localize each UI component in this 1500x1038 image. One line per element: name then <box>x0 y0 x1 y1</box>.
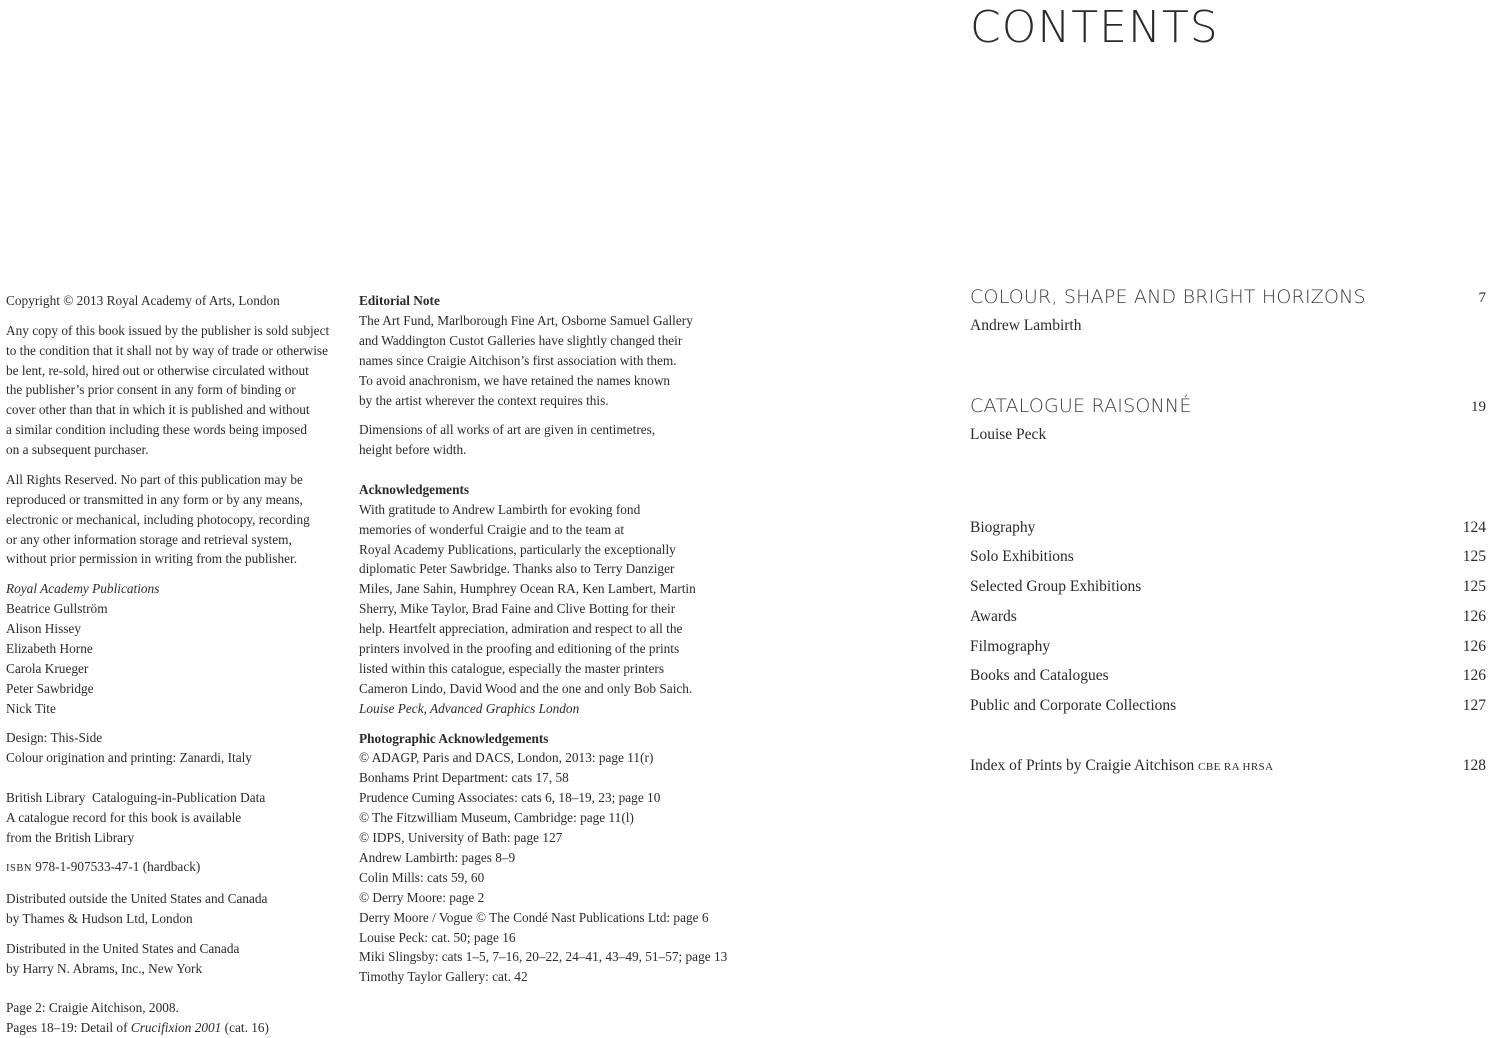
caption-suffix: (cat. 16) <box>221 1020 269 1036</box>
text-line: The Art Fund, Marlborough Fine Art, Osborne Samuel Gallery <box>359 312 693 328</box>
entry-title: Selected Group Exhibitions <box>970 578 1142 595</box>
text-line: without prior permission in writing from the publisher. <box>6 551 298 567</box>
text-line: the publisher’s prior consent in any form of binding or <box>6 382 296 398</box>
section-author: Louise Peck <box>970 426 1047 443</box>
photo-credit: © ADAGP, Paris and DACS, London, 2013: page 11(r) <box>359 750 654 766</box>
entry-title: Public and Corporate Collections <box>970 697 1177 714</box>
page-number: 125 <box>1462 548 1486 565</box>
photo-credit: Derry Moore / Vogue © The Condé Nast Publications Ltd: page 6 <box>359 909 709 925</box>
text-line: a similar condition including these words being imposed <box>6 422 307 438</box>
artwork-title: Crucifixion 2001 <box>130 1020 222 1036</box>
editorial-heading: Editorial Note <box>359 293 440 308</box>
page-number: 7 <box>1478 290 1486 306</box>
imprint-column <box>6 291 346 1038</box>
photo-credits-heading: Photographic Acknowledgements <box>359 730 549 746</box>
text-line: height before width. <box>359 442 467 458</box>
acknowledgements-paragraph <box>359 500 709 719</box>
text-line: Any copy of this book issued by the publisher is sold subject <box>6 322 330 338</box>
entry-title: Solo Exhibitions <box>970 548 1074 565</box>
text-line: cover other than that in which it is published and without <box>6 402 310 418</box>
editorial-paragraph <box>359 311 709 411</box>
staff-name: Peter Sawbridge <box>6 680 94 696</box>
section-title: CATALOGUE RAISONNÉ <box>970 395 1192 417</box>
text-line: Cameron Lindo, David Wood and the one and only Bob Saich. <box>359 680 693 696</box>
text-line: memories of wonderful Craigie and to the team at <box>359 521 625 537</box>
text-line: Dimensions of all works of art are given in centimetres, <box>359 422 656 438</box>
entry-title: Filmography <box>970 638 1051 655</box>
design-credit: Design: This-Side <box>6 730 103 746</box>
photo-credits-list <box>359 748 728 987</box>
contents-title: CONTENTS <box>970 2 1219 53</box>
toc-entry-index-of-prints[interactable] <box>970 757 1486 781</box>
dimensions-paragraph <box>359 420 709 460</box>
page-number: 128 <box>1462 757 1486 774</box>
entry-title: Books and Catalogues <box>970 667 1109 684</box>
photo-credit: © The Fitzwilliam Museum, Cambridge: page 11(l) <box>359 810 634 826</box>
photo-credit: Prudence Cuming Associates: cats 6, 18–19, 23; page 10 <box>359 790 661 806</box>
text-line: With gratitude to Andrew Lambirth for evoking fond <box>359 501 641 517</box>
text-line: reproduced or transmitted in any form or by any means, <box>6 491 303 507</box>
publications-team <box>6 579 346 718</box>
staff-name: Elizabeth Horne <box>6 640 93 656</box>
index-credentials: CBE RA HRSA <box>1198 761 1274 773</box>
entry-title: Awards <box>970 608 1017 625</box>
acknowledgements-heading: Acknowledgements <box>359 481 470 497</box>
text-line: Royal Academy Publications, particularly the exceptionally <box>359 541 676 557</box>
publications-heading: Royal Academy Publications <box>6 581 160 597</box>
text-line: names since Craigie Aitchison’s first association with them. <box>359 352 677 368</box>
toc-entry-collections[interactable] <box>970 697 1486 721</box>
distribution-outside <box>6 889 346 929</box>
text-line: Sherry, Mike Taylor, Brad Faine and Clive Botting for their <box>359 601 676 617</box>
photo-credit: Andrew Lambirth: pages 8–9 <box>359 849 516 865</box>
text-line: All Rights Reserved. No part of this publication may be <box>6 471 303 487</box>
text-line: by Harry N. Abrams, Inc., New York <box>6 960 203 976</box>
staff-name: Carola Krueger <box>6 660 89 676</box>
toc-entry-biography[interactable] <box>970 519 1486 543</box>
text-line: Miles, Jane Sahin, Humphrey Ocean RA, Ken Lambert, Martin <box>359 581 696 597</box>
page-number: 127 <box>1462 697 1486 714</box>
caption-prefix: Pages 18–19: Detail of <box>6 1020 131 1036</box>
text-line: printers involved in the proofing and editioning of the prints <box>359 641 680 657</box>
page-number: 126 <box>1462 638 1486 655</box>
page-number: 124 <box>1462 519 1486 536</box>
staff-name: Nick Tite <box>6 700 56 716</box>
acknowledgements-signature: Louise Peck, Advanced Graphics London <box>359 700 580 716</box>
entry-title: Biography <box>970 519 1036 536</box>
photo-credit: Timothy Taylor Gallery: cat. 42 <box>359 969 528 985</box>
photo-credit: Louise Peck: cat. 50; page 16 <box>359 929 516 945</box>
toc-entry-group-exhibitions[interactable] <box>970 578 1486 602</box>
text-line: from the British Library <box>6 829 135 845</box>
text-line: Distributed outside the United States and Canada <box>6 891 268 907</box>
section-author: Andrew Lambirth <box>970 317 1082 334</box>
text-line: and Waddington Custot Galleries have slightly changed their <box>359 332 683 348</box>
text-line: diplomatic Peter Sawbridge. Thanks also to Terry Danziger <box>359 561 675 577</box>
page-number: 126 <box>1462 608 1486 625</box>
toc-entry-awards[interactable] <box>970 608 1486 632</box>
photo-credit: Miki Slingsby: cats 1–5, 7–16, 20–22, 24–41, 43–49, 51–57; page 13 <box>359 949 728 965</box>
staff-name: Beatrice Gullström <box>6 601 108 617</box>
text-line: listed within this catalogue, especially the master printers <box>359 661 665 676</box>
isbn-value: 978-1-907533-47-1 (hardback) <box>31 859 201 875</box>
toc-section-catalogue-raisonne[interactable] <box>970 395 1486 419</box>
page-number: 125 <box>1462 578 1486 595</box>
text-line: To avoid anachronism, we have retained the names known <box>359 372 671 388</box>
photo-credit: © Derry Moore: page 2 <box>359 889 485 905</box>
toc-entry-filmography[interactable] <box>970 638 1486 662</box>
text-line: British Library Cataloguing-in-Publication Data <box>6 789 266 805</box>
entry-title <box>970 757 1273 775</box>
section-title: COLOUR, SHAPE AND BRIGHT HORIZONS <box>970 286 1366 308</box>
staff-name: Alison Hissey <box>6 620 81 636</box>
copyright-line: Copyright © 2013 Royal Academy of Arts, London <box>6 293 280 308</box>
distribution-inside <box>6 939 346 979</box>
text-line: be lent, re-sold, hired out or otherwise circulated without <box>6 362 309 378</box>
index-title: Index of Prints by Craigie Aitchison <box>970 757 1195 774</box>
text-line: by the artist wherever the context requires this. <box>359 392 609 408</box>
toc-entry-books-catalogues[interactable] <box>970 667 1486 691</box>
text-line: to the condition that it shall not by way of trade or otherwise <box>6 342 329 358</box>
toc-entry-solo-exhibitions[interactable] <box>970 548 1486 572</box>
text-line: help. Heartfelt appreciation, admiration and respect to all the <box>359 621 683 637</box>
page2-caption: Page 2: Craigie Aitchison, 2008. <box>6 1000 179 1016</box>
pages18-caption <box>6 1018 346 1038</box>
text-line: A catalogue record for this book is available <box>6 809 242 825</box>
text-line: or any other information storage and retrieval system, <box>6 531 292 547</box>
page-number: 19 <box>1471 399 1486 415</box>
text-line: electronic or mechanical, including photocopy, recording <box>6 511 310 527</box>
cip-paragraph <box>6 788 346 848</box>
isbn-line <box>6 857 346 879</box>
page-number: 126 <box>1462 667 1486 684</box>
photo-credit: Bonhams Print Department: cats 17, 58 <box>359 770 569 786</box>
isbn-label: ISBN <box>6 863 32 875</box>
notes-column <box>359 291 728 987</box>
rights-paragraph <box>6 470 346 570</box>
photo-credit: © IDPS, University of Bath: page 127 <box>359 830 563 846</box>
conditions-paragraph <box>6 321 346 460</box>
text-line: Distributed in the United States and Canada <box>6 940 240 956</box>
printing-credit: Colour origination and printing: Zanardi, Italy <box>6 750 252 766</box>
photo-credit: Colin Mills: cats 59, 60 <box>359 869 485 885</box>
text-line: by Thames & Hudson Ltd, London <box>6 911 193 927</box>
toc-section-colour-shape[interactable] <box>970 286 1486 310</box>
text-line: on a subsequent purchaser. <box>6 442 149 458</box>
